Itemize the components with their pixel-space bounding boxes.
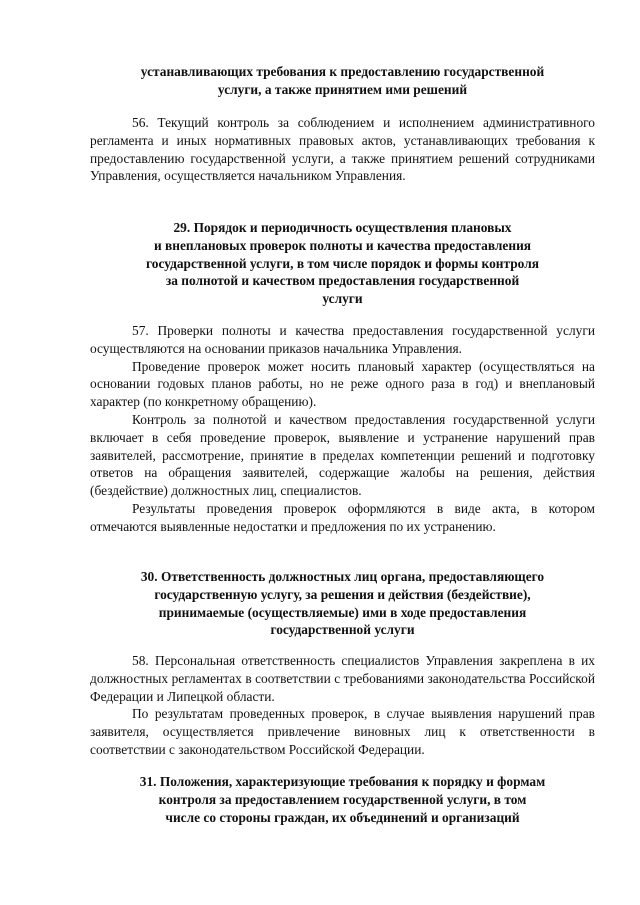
section-29-heading [90, 219, 595, 308]
paragraph-56-block [90, 114, 595, 185]
paragraph-57-3: Контроль за полнотой и качеством предоставления государственной услуги включает в себя проведение проверок, выявление и устранение нарушений прав заявителей, рассмотрение, принятие в пределах компетенции решений и подготовку ответов на обращения заявителей, содержащие жалобы на решения, действия (бездействие) должностных лиц, специалистов. [90, 411, 595, 499]
section-29-title [90, 219, 595, 308]
section-30-line: принимаемые (осуществляемые) ими в ходе предоставления [158, 604, 527, 620]
section-30-line: 30. Ответственность должностных лиц органа, предоставляющего [140, 569, 545, 584]
section-30-line: государственную услугу, за решения и действия (бездействие), [154, 586, 531, 602]
paragraph-58-1: 58. Персональная ответственность специалистов Управления закреплена в их должностных регламентах в соответствии с требованиями законодательства Российской Федерации и Липецкой области. [90, 653, 595, 704]
heading-top [90, 63, 595, 99]
paragraph-58-block [90, 652, 595, 759]
section-31-line: числе со стороны граждан, их объединений и организаций [165, 809, 520, 825]
section-29-line: услуги [322, 291, 363, 307]
heading-top-text [90, 63, 595, 99]
section-29-line: государственной услуги, в том числе порядок и формы контроля [146, 255, 539, 271]
section-29-line: и внеплановых проверок полноты и качества предоставления [153, 237, 532, 253]
section-31-heading [90, 773, 595, 826]
paragraph-57-1: 57. Проверки полноты и качества предоставления государственной услуги осуществляются на основании приказов начальника Управления. [90, 323, 595, 356]
section-30-heading [90, 568, 595, 639]
section-29-line: за полнотой и качеством предоставления государственной [165, 273, 520, 289]
section-30-line: государственной услуги [270, 622, 415, 638]
paragraph-58-2: По результатам проведенных проверок, в случае выявления нарушений прав заявителя, осуществляется привлечение виновных лиц к ответственности в соответствии с законодательством Российской Федерации. [90, 706, 595, 757]
section-29-line: 29. Порядок и периодичность осуществления плановых [173, 220, 512, 235]
section-31-title [90, 773, 595, 826]
heading-top-line: услуги, а также принятием ими решений [217, 81, 468, 97]
section-30-title [90, 568, 595, 639]
heading-top-line: устанавливающих требования к предоставлению государственной [140, 64, 545, 79]
paragraph-57-4: Результаты проведения проверок оформляются в виде акта, в котором отмечаются выявленные недостатки и предложения по их устранению. [90, 500, 595, 534]
paragraph-57-block [90, 322, 595, 536]
section-31-line: контроля за предоставлением государственной услуги, в том [158, 791, 527, 807]
paragraph-57-2: Проведение проверок может носить плановый характер (осуществляться на основании годовых планов работы, но не реже одного раза в год) и внеплановый характер (по конкретному обращению). [90, 358, 595, 410]
paragraph-56: 56. Текущий контроль за соблюдением и исполнением административного регламента и иных нормативных правовых актов, устанавливающих требования к предоставлению государственной услуги, а также принятием решений сотрудниками Управления, осуществляется начальником Управления. [90, 115, 595, 184]
section-31-line: 31. Положения, характеризующие требования к порядку и формам [139, 774, 546, 789]
